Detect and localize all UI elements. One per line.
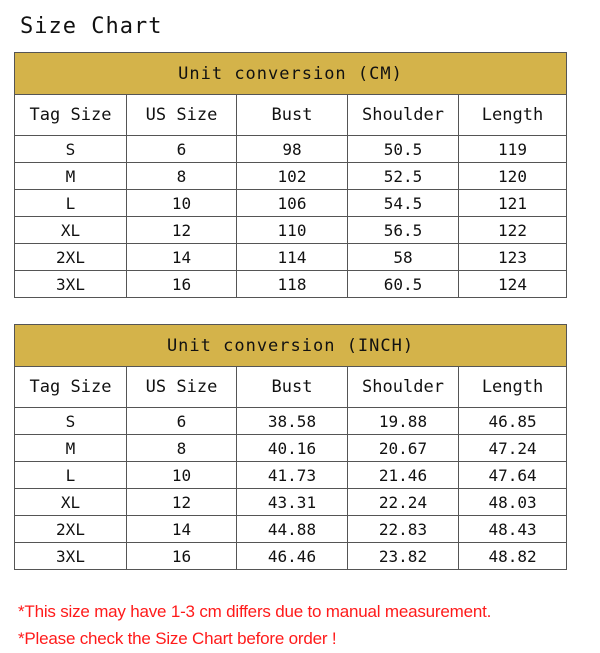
cell-tag-size: 2XL <box>15 244 127 271</box>
table-caption: Unit conversion (INCH) <box>15 325 567 367</box>
cell-length: 122 <box>459 217 567 244</box>
cell-bust: 114 <box>237 244 348 271</box>
cell-length: 48.03 <box>459 489 567 516</box>
cell-us-size: 12 <box>127 489 237 516</box>
cell-tag-size: 3XL <box>15 543 127 570</box>
table-row <box>15 489 567 516</box>
table-row <box>15 435 567 462</box>
cell-tag-size: S <box>15 408 127 435</box>
cell-bust: 110 <box>237 217 348 244</box>
cell-us-size: 12 <box>127 217 237 244</box>
cell-shoulder: 19.88 <box>348 408 459 435</box>
note-check-chart: *Please check the Size Chart before order ! <box>18 629 337 648</box>
table-caption-row <box>15 53 567 95</box>
cell-shoulder: 60.5 <box>348 271 459 298</box>
cell-shoulder: 22.83 <box>348 516 459 543</box>
cell-tag-size: XL <box>15 489 127 516</box>
header-tag-size: Tag Size <box>15 95 127 136</box>
cell-bust: 106 <box>237 190 348 217</box>
table-caption-row <box>15 325 567 367</box>
cell-length: 124 <box>459 271 567 298</box>
cell-us-size: 16 <box>127 271 237 298</box>
cell-bust: 38.58 <box>237 408 348 435</box>
cell-bust: 44.88 <box>237 516 348 543</box>
cell-shoulder: 20.67 <box>348 435 459 462</box>
table-row <box>15 190 567 217</box>
header-us-size: US Size <box>127 367 237 408</box>
cell-shoulder: 21.46 <box>348 462 459 489</box>
table-row <box>15 543 567 570</box>
header-bust: Bust <box>237 95 348 136</box>
cell-shoulder: 56.5 <box>348 217 459 244</box>
cell-shoulder: 52.5 <box>348 163 459 190</box>
header-tag-size: Tag Size <box>15 367 127 408</box>
table-header-row <box>15 367 567 408</box>
notes <box>18 598 491 652</box>
cell-length: 48.82 <box>459 543 567 570</box>
cell-length: 47.64 <box>459 462 567 489</box>
cell-length: 46.85 <box>459 408 567 435</box>
cell-us-size: 8 <box>127 163 237 190</box>
cell-tag-size: L <box>15 462 127 489</box>
size-table-inch <box>14 324 567 570</box>
cell-length: 121 <box>459 190 567 217</box>
table-header-row <box>15 95 567 136</box>
cell-bust: 41.73 <box>237 462 348 489</box>
header-shoulder: Shoulder <box>348 367 459 408</box>
table-row <box>15 217 567 244</box>
cell-tag-size: 3XL <box>15 271 127 298</box>
table-caption: Unit conversion (CM) <box>15 53 567 95</box>
header-shoulder: Shoulder <box>348 95 459 136</box>
cell-bust: 43.31 <box>237 489 348 516</box>
table-row <box>15 136 567 163</box>
table-row <box>15 516 567 543</box>
page-title: Size Chart <box>20 14 163 39</box>
cell-shoulder: 22.24 <box>348 489 459 516</box>
cell-tag-size: M <box>15 163 127 190</box>
cell-shoulder: 50.5 <box>348 136 459 163</box>
cell-us-size: 14 <box>127 244 237 271</box>
cell-length: 123 <box>459 244 567 271</box>
cell-tag-size: S <box>15 136 127 163</box>
cell-us-size: 16 <box>127 543 237 570</box>
note-measurement: *This size may have 1-3 cm differs due to manual measurement. <box>18 602 492 621</box>
table-row <box>15 244 567 271</box>
cell-shoulder: 23.82 <box>348 543 459 570</box>
cell-tag-size: M <box>15 435 127 462</box>
cell-length: 119 <box>459 136 567 163</box>
cell-us-size: 6 <box>127 408 237 435</box>
header-bust: Bust <box>237 367 348 408</box>
cell-bust: 102 <box>237 163 348 190</box>
cell-us-size: 10 <box>127 190 237 217</box>
cell-us-size: 6 <box>127 136 237 163</box>
cell-us-size: 10 <box>127 462 237 489</box>
cell-us-size: 8 <box>127 435 237 462</box>
cell-length: 47.24 <box>459 435 567 462</box>
cell-bust: 46.46 <box>237 543 348 570</box>
cell-tag-size: L <box>15 190 127 217</box>
cell-tag-size: 2XL <box>15 516 127 543</box>
cell-tag-size: XL <box>15 217 127 244</box>
cell-length: 48.43 <box>459 516 567 543</box>
header-length: Length <box>459 367 567 408</box>
table-row <box>15 462 567 489</box>
table-row <box>15 163 567 190</box>
cell-us-size: 14 <box>127 516 237 543</box>
cell-shoulder: 54.5 <box>348 190 459 217</box>
cell-bust: 98 <box>237 136 348 163</box>
cell-shoulder: 58 <box>348 244 459 271</box>
cell-length: 120 <box>459 163 567 190</box>
header-length: Length <box>459 95 567 136</box>
header-us-size: US Size <box>127 95 237 136</box>
table-row <box>15 271 567 298</box>
table-row <box>15 408 567 435</box>
cell-bust: 40.16 <box>237 435 348 462</box>
size-table-cm <box>14 52 567 298</box>
cell-bust: 118 <box>237 271 348 298</box>
